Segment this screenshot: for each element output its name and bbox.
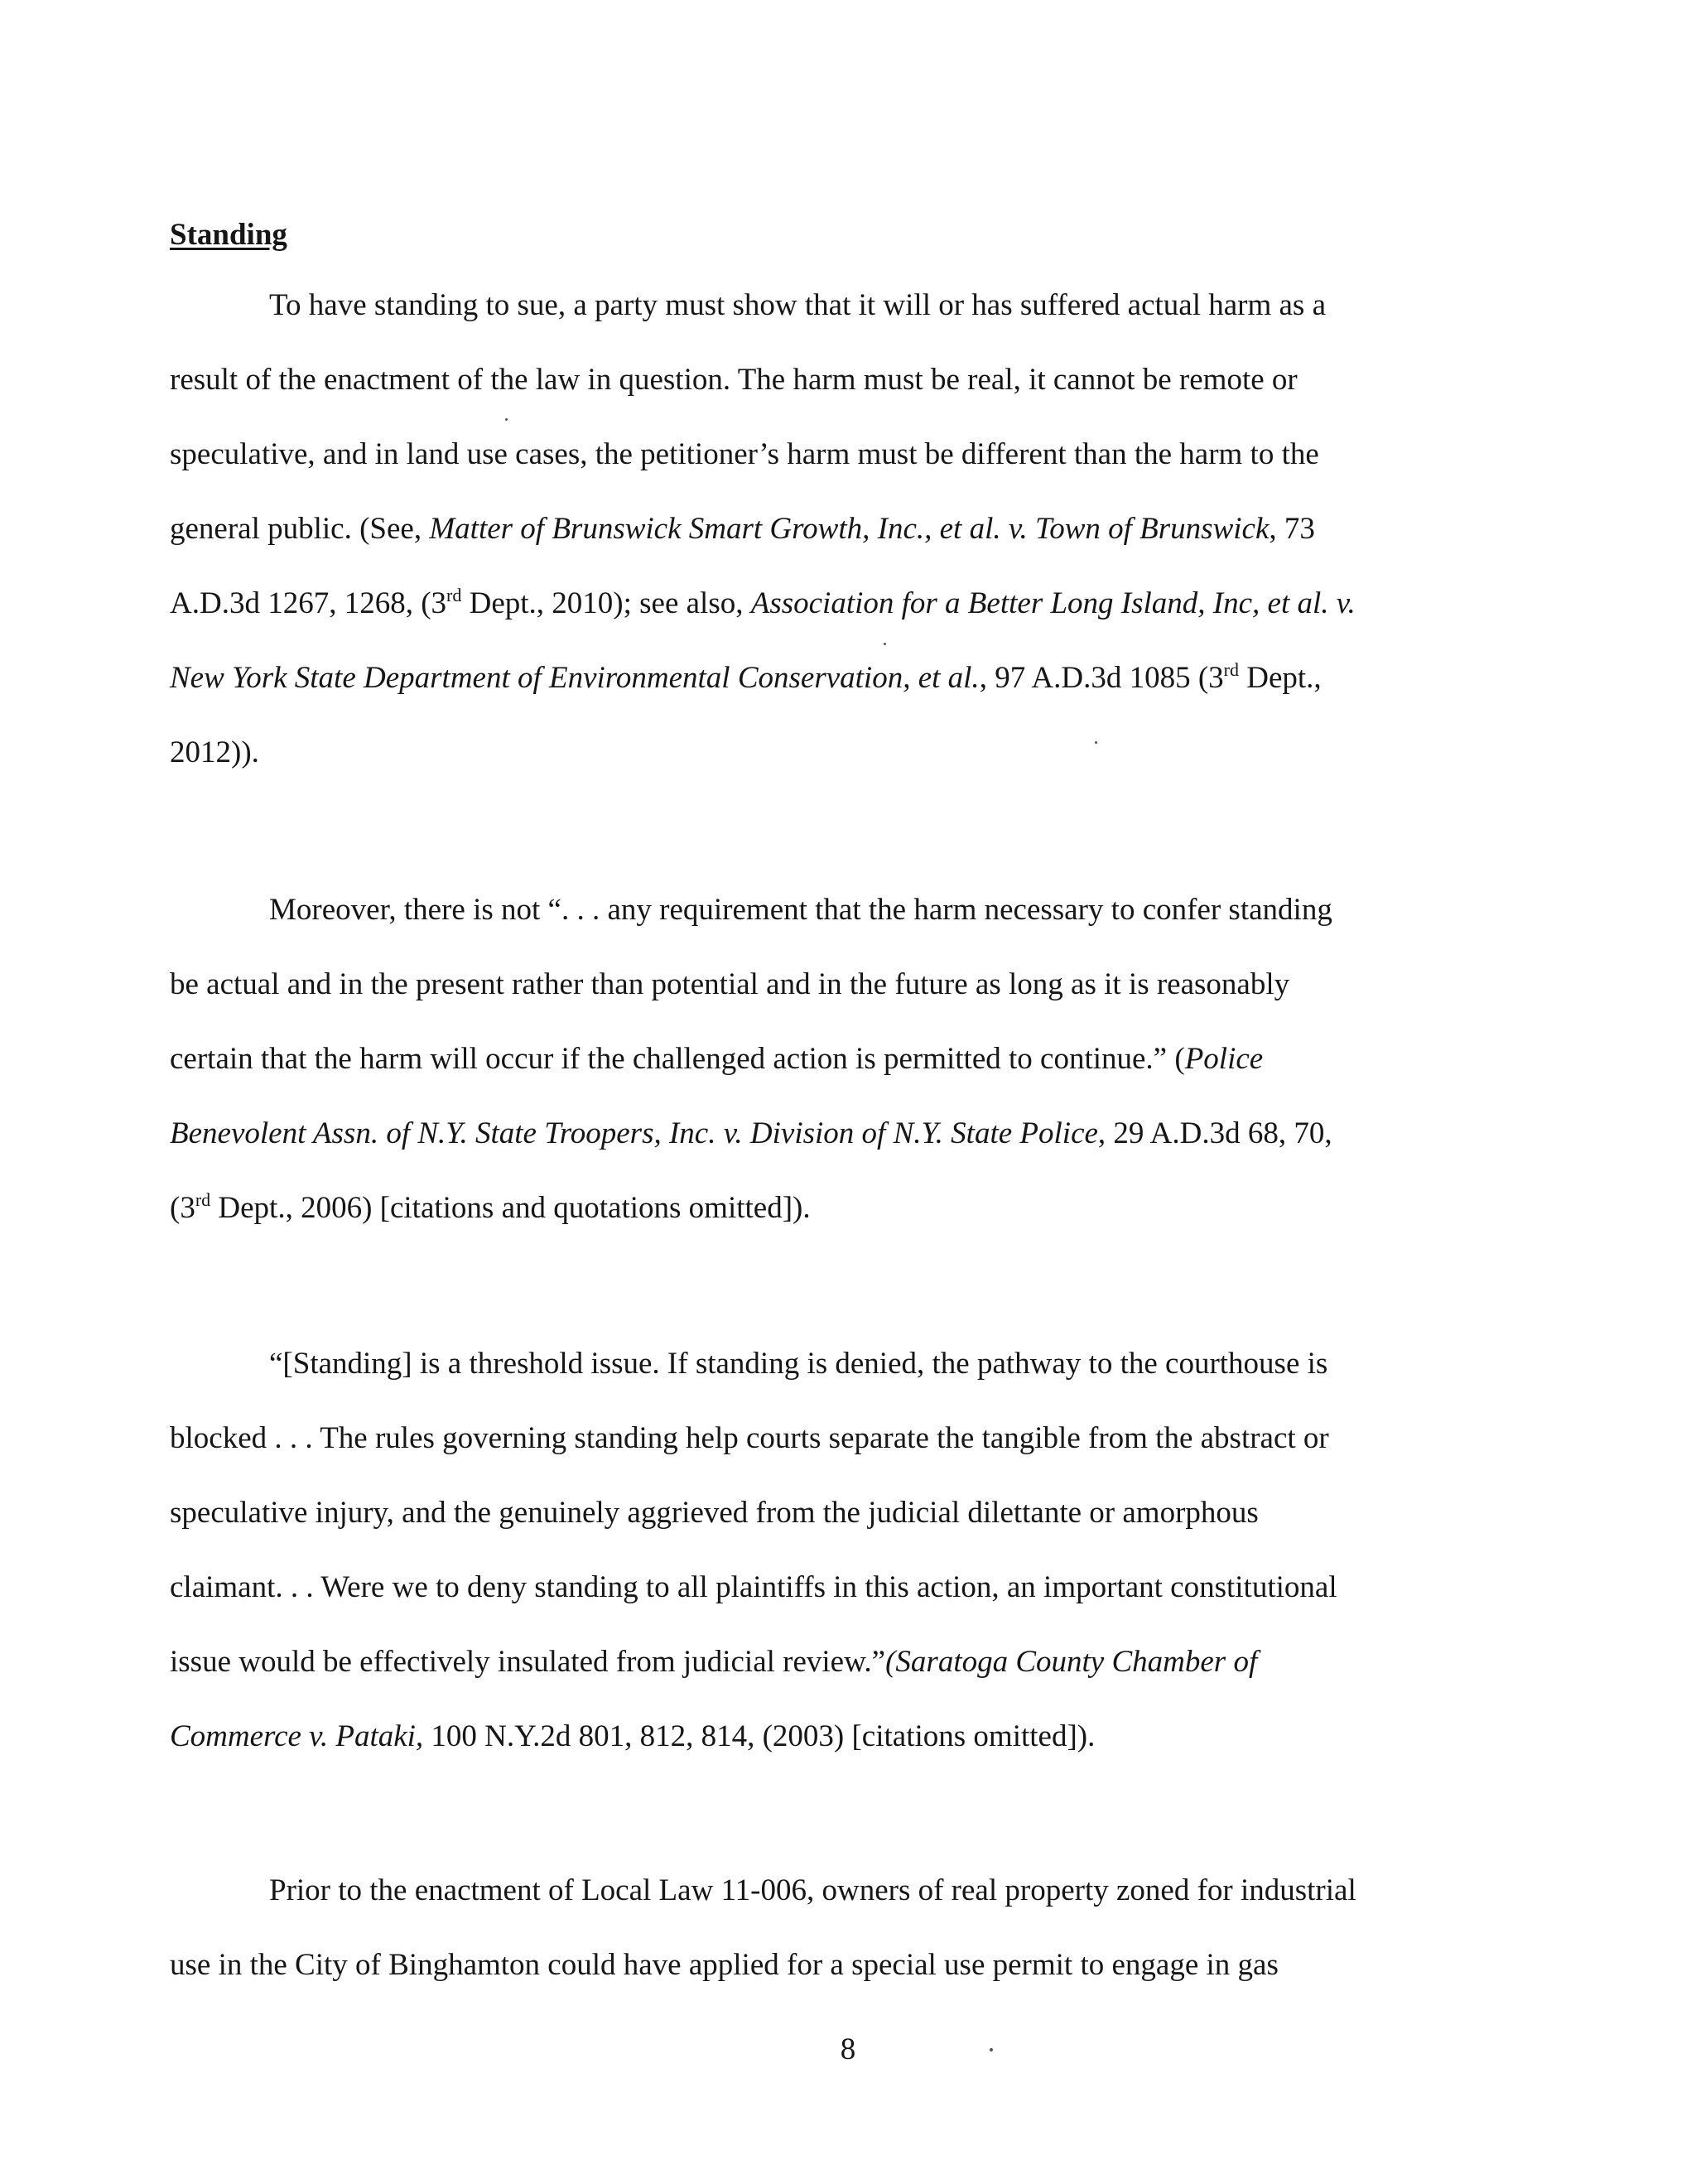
text-span: (3 bbox=[170, 1191, 195, 1225]
text-line bbox=[170, 1569, 1337, 1607]
section-heading: Standing bbox=[170, 218, 287, 252]
text-line bbox=[170, 734, 259, 772]
text-line bbox=[269, 891, 1332, 929]
text-span: speculative injury, and the genuinely aggrieved from the judicial dilettante or amorphous bbox=[170, 1496, 1259, 1530]
text-line bbox=[269, 1872, 1356, 1910]
text-line bbox=[170, 1494, 1259, 1532]
text-line bbox=[170, 436, 1319, 474]
text-line bbox=[269, 1345, 1327, 1383]
text-line bbox=[170, 1718, 1095, 1756]
text-line bbox=[170, 1946, 1279, 1984]
case-citation: Police bbox=[1184, 1042, 1264, 1076]
text-line bbox=[170, 510, 1315, 548]
text-line bbox=[170, 966, 1289, 1004]
text-line bbox=[170, 1189, 811, 1227]
text-span: blocked . . . The rules governing standing help courts separate the tangible from the abstract or bbox=[170, 1421, 1329, 1455]
text-span: A.D.3d 1267, 1268, (3 bbox=[170, 586, 447, 620]
text-span: be actual and in the present rather than potential and in the future as long as it is reasonably bbox=[170, 967, 1290, 1001]
text-span: certain that the harm will occur if the challenged action is permitted to continue.” ( bbox=[170, 1042, 1185, 1076]
text-line bbox=[170, 1643, 1257, 1681]
text-span: issue would be effectively insulated from judicial review.” bbox=[170, 1645, 886, 1679]
case-citation: New York State Department of Environmental Conservation, et al. bbox=[170, 661, 980, 695]
text-span: , 97 A.D.3d 1085 (3 bbox=[979, 661, 1224, 695]
text-line bbox=[170, 1115, 1332, 1153]
case-citation: Benevolent Assn. of N.Y. State Troopers, Inc. v. Division of N.Y. State Police bbox=[170, 1116, 1098, 1150]
text-line bbox=[170, 361, 1298, 399]
text-span: Dept., 2006) [citations and quotations omitted]). bbox=[210, 1191, 811, 1225]
text-span: , 73 bbox=[1269, 512, 1315, 546]
superscript: rd bbox=[195, 1189, 211, 1210]
text-span: Dept., 2010); see also, bbox=[461, 586, 751, 620]
page-number: 8 bbox=[840, 2032, 856, 2066]
text-line bbox=[269, 287, 1326, 325]
text-span: speculative, and in land use cases, the petitioner’s harm must be different than the harm to the bbox=[170, 437, 1319, 471]
case-citation: (Saratoga County Chamber of bbox=[885, 1645, 1258, 1679]
text-span: , 29 A.D.3d 68, 70, bbox=[1097, 1116, 1332, 1150]
scan-speck bbox=[990, 2048, 993, 2051]
text-line bbox=[170, 1040, 1263, 1078]
scan-speck bbox=[884, 643, 886, 645]
scan-speck bbox=[1095, 741, 1097, 744]
text-span: “[Standing] is a threshold issue. If standing is denied, the pathway to the courthouse is bbox=[269, 1347, 1328, 1381]
text-span: claimant. . . Were we to deny standing to all plaintiffs in this action, an important constitutional bbox=[170, 1570, 1337, 1604]
text-span: To have standing to sue, a party must show that it will or has suffered actual harm as a bbox=[269, 288, 1326, 322]
text-span: Prior to the enactment of Local Law 11-006, owners of real property zoned for industrial bbox=[269, 1873, 1356, 1907]
text-span: Dept., bbox=[1239, 661, 1322, 695]
superscript: rd bbox=[1223, 659, 1239, 680]
text-span: 100 N.Y.2d 801, 812, 814, (2003) [citations omitted]). bbox=[423, 1719, 1096, 1753]
text-span: result of the enactment of the law in question. The harm must be real, it cannot be remote or bbox=[170, 363, 1298, 397]
case-citation: Association for a Better Long Island, Inc, et al. v. bbox=[750, 586, 1356, 620]
case-citation: Matter of Brunswick Smart Growth, Inc., et al. v. Town of Brunswick bbox=[429, 512, 1270, 546]
superscript: rd bbox=[446, 585, 462, 605]
text-span: general public. (See, bbox=[170, 512, 430, 546]
text-span: use in the City of Binghamton could have applied for a special use permit to engage in gas bbox=[170, 1948, 1279, 1982]
scan-speck bbox=[505, 418, 508, 421]
case-citation: Commerce v. Pataki, bbox=[170, 1719, 424, 1753]
text-span: 2012)). bbox=[170, 735, 259, 769]
text-line bbox=[170, 659, 1322, 697]
text-span: Moreover, there is not “. . . any requirement that the harm necessary to confer standing bbox=[269, 893, 1332, 927]
text-line bbox=[170, 585, 1356, 623]
text-line bbox=[170, 1420, 1329, 1458]
